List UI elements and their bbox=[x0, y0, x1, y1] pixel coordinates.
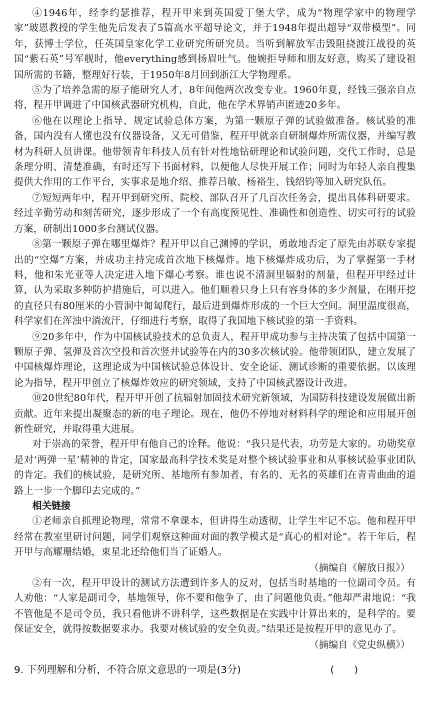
answer-bracket[interactable]: ( ) bbox=[330, 665, 358, 676]
paragraph-4: ④1946年，经李约瑟推荐，程开甲来到英国爱丁堡大学，成为“物理学家中的物理学家”玻恩教授的学生他先后发表了5篇高水平超导论文，并于1948年提出超导“双带模型”。同年，获博士学位，任英国皇家化学工业研究所研究员。当听到解放军击毁阻挠渡江战役的英国“紫石英”号军舰时，他everything感到扬眉吐气。他婉拒导师和朋友好意，购买了建设祖国所需的书籍，整理好行装，于1950年8月回到浙江大学物理系。 bbox=[14, 8, 416, 81]
link-1-source: （摘编自《解放日报》） bbox=[309, 562, 410, 574]
article-body bbox=[14, 6, 416, 499]
paragraph-10: ⑩20世纪80年代，程开甲开创了抗辐射加固技术研究新领域，为国防科技建设发展做出新贡献。近年来提出凝聚态的新的电子理论。现在，他仍不停地对材料科学的理论和应用展开创新性研究，并取得重大进展。 bbox=[14, 393, 416, 435]
question-9 bbox=[14, 663, 416, 678]
link-2-source: （摘编自《党史纵横》） bbox=[309, 639, 410, 651]
paragraph-9: ⑨20多年中，作为中国核试验技术的总负责人，程开甲成功参与主持决策了包括中国第一颗原子弹、氢弹及首次空投和首次竖井试验等在内的30多次核试验。他带领团队，建立发展了中国核爆炸理论，这理论成为中国核试验总体设计、安全论证、测试诊断的重要依据。以该理论为指导，程开甲创立了核爆炸效应的研究领域，支持了中国核武器设计改进。 bbox=[14, 331, 416, 389]
paragraph-8: ⑧第一颗原子弹在哪里爆炸？程开甲以自己渊博的学识，勇敢地否定了原先由苏联专家提出的“空爆”方案，并成功主持完成首次地下核爆炸。地下核爆炸成功后，为了掌握第一手材料，他和朱光亚等人决定进入地下爆心考察。谁也说不清洞里辐射的剂量，但程开甲经过计算，认为采取多种防护措施后，可以进入。他们顺着只身上只有容身体的多少剂量，在刚开挖的直径只有80厘米的小管洞中匍匐爬行，最后进到爆炸形成的一个巨大空间。洞里温度很高，科学家们在浑浊中淌流汗，仔细进行考察，取得了我国地下核试验的第一手资料。 bbox=[14, 239, 416, 328]
link-2-text: ②有一次，程开甲设计的测试方法遭到许多人的反对，包括当时基地的一位副司令员。有人劝他：“人家是副司令，基地领导，你不要和他争了，由了问题他负责。”他却严肃地说：“我不管他是不是司令员，我只看他讲不讲科学，这些数据是在实践中计算出来的，是科学的。要保证安全，就得按数据要求办。我要对核试验的安全负责。”结果还是按程开甲的意见办了。 bbox=[14, 578, 416, 636]
paragraph-5: ⑤为了培养急需的原子能研究人才，8年间他两次改变专业。1960年夏，经钱三强亲自点将，程开甲调进了中国核武器研究机构，自此，他在学术界销声匿迹20多年。 bbox=[14, 85, 416, 112]
paragraph-6: ⑥他在以理论上指导、规定试验总体方案，为第一颗原子弹的试验做准备。核试验的准备，国内没有人懂也没有仪器设备，又无可借鉴，程开甲就亲自研制爆炸所需仪器，并编写教材为科研人员讲课。他带领青年科技人员有针对性地钻研理论和试验问题，交代工作时，总是条理分明、清楚准确，有时还写下书面材料，以便他人尽快开展工作；同时为年轻人亲自搜集提供大作用的工作平台，实事求是地介绍、推荐吕敏、杨裕生、钱绍钧等加入研究队伍。 bbox=[14, 115, 416, 189]
related-links bbox=[14, 514, 416, 653]
related-heading: 相关链接 bbox=[32, 501, 71, 512]
paragraph-honor: 对于崇高的荣誉，程开甲有他自己的诠释。他说：“我只是代表，功劳是大家的。功勋奖章是对‘两弹一星’精神的肯定，国家最高科学技术奖是对整个核试验事业和从事核试验事业团队的肯定。我们的核试验，是研究所、基地所有参加者，有名的、无名的英雄们在青青曲曲的道路上一步一个脚印去完成的。” bbox=[14, 439, 416, 497]
question-label: 9. 下列理解和分析，不符合原文意思的一项是(3分) bbox=[14, 665, 241, 676]
link-1-text: ①老师亲自抓理论物理，常常不拿课本，但讲得生动透彻，让学生牢记不忘。他和程开甲经常在教室里研讨问题，同学们观察这种面对面的教学模式是“真心的相对论”。若干年后，程开甲与高耀珊结婚，束星北还给他们当了证婚人。 bbox=[14, 516, 416, 559]
paragraph-7: ⑦短短两年中，程开甲到研究所、院校、部队召开了几百次任务会，提出具体科研要求。经过辛勤劳动和刻苦研究，逐步形成了一个有高度预见性、准确性和创造性、切实可行的试验方案，研制出1000多台测试仪器。 bbox=[14, 192, 416, 235]
